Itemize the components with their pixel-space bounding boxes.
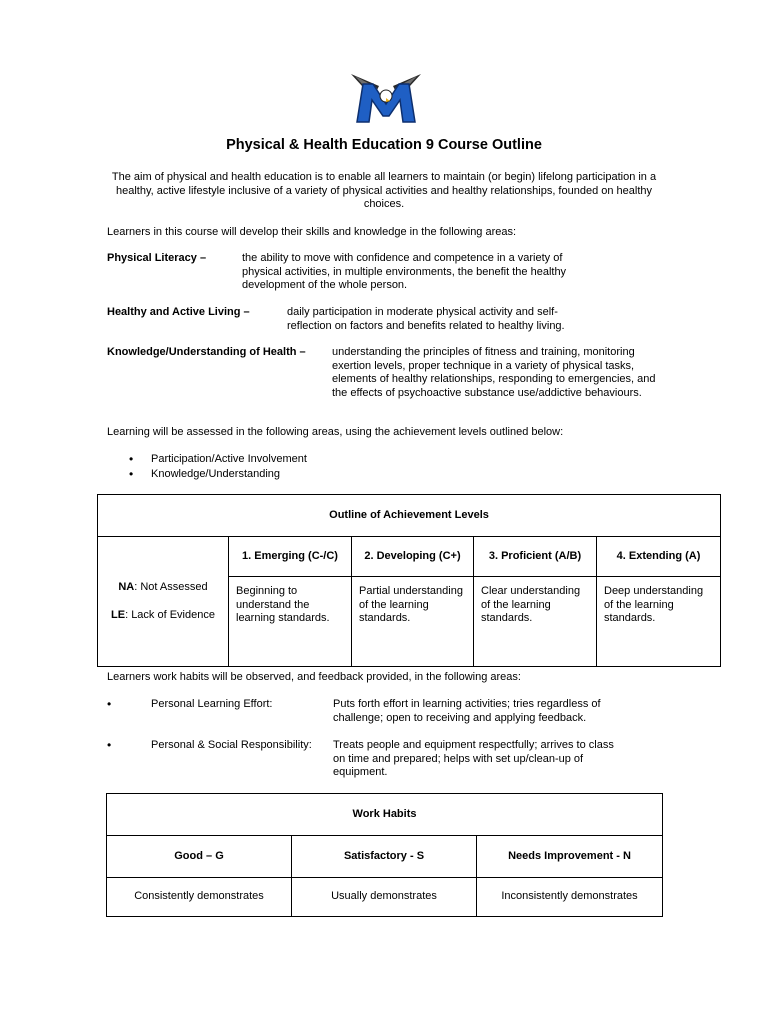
list-item: • Knowledge/Understanding (107, 468, 507, 483)
area-term: Physical Literacy – (107, 252, 207, 264)
level-description: Deep understanding of the learning standards. (597, 577, 721, 667)
area-term: Healthy and Active Living – (107, 306, 250, 318)
assessment-intro: Learning will be assessed in the following areas, using the achievement levels outlined below: (107, 426, 564, 438)
rating-header: Needs Improvement - N (477, 836, 663, 878)
na-le-legend (98, 537, 229, 667)
work-habit-description: Puts forth effort in learning activities; tries regardless of challenge; open to receiving and applying feedback. (333, 698, 601, 724)
work-habit-label: Personal & Social Responsibility: (151, 739, 312, 751)
level-description: Beginning to understand the learning standards. (229, 577, 352, 667)
work-habits-table (106, 793, 663, 917)
level-description: Clear understanding of the learning standards. (474, 577, 597, 667)
bullet-icon: • (107, 738, 112, 752)
intro-paragraph: The aim of physical and health education is to enable all learners to maintain (or begin) lifelong participation in a healthy, active lifestyle inclusive of a variety of physical activities and healthy relationships, founded on healthy choices. (111, 171, 657, 210)
school-logo (349, 72, 423, 124)
work-habits-table-title: Work Habits (107, 794, 663, 836)
bullet-icon: • (107, 697, 112, 711)
le-code: LE (111, 608, 126, 621)
page-title: Physical & Health Education 9 Course Outline (226, 137, 542, 153)
assessment-list (107, 453, 507, 483)
level-header: 4. Extending (A) (597, 537, 721, 577)
achievement-table-title: Outline of Achievement Levels (98, 495, 721, 537)
level-header: 2. Developing (C+) (352, 537, 474, 577)
work-habit-label: Personal Learning Effort: (151, 698, 273, 710)
rating-description: Usually demonstrates (292, 878, 477, 917)
level-header: 1. Emerging (C-/C) (229, 537, 352, 577)
achievement-levels-table (97, 494, 721, 667)
work-habit-description: Treats people and equipment respectfully; arrives to class on time and prepared; helps with set up/clean-up of equipment. (333, 739, 614, 778)
work-habits-intro: Learners work habits will be observed, and feedback provided, in the following areas: (107, 671, 521, 683)
na-label: : Not Assessed (134, 581, 208, 593)
area-description: the ability to move with confidence and competence in a variety of physical activities, in multiple environments, the benefit the healthy development of the whole person. (242, 252, 567, 291)
area-term: Knowledge/Understanding of Health – (107, 346, 306, 358)
area-description: daily participation in moderate physical activity and self-reflection on factors and benefits related to healthy living. (287, 306, 565, 332)
le-label: : Lack of Evidence (125, 608, 215, 621)
level-header: 3. Proficient (A/B) (474, 537, 597, 577)
skills-intro: Learners in this course will develop their skills and knowledge in the following areas: (107, 226, 517, 238)
na-code: NA (118, 581, 135, 593)
rating-description: Consistently demonstrates (107, 878, 292, 917)
rating-description: Inconsistently demonstrates (477, 878, 663, 917)
rating-header: Good – G (107, 836, 292, 878)
area-description: understanding the principles of fitness and training, monitoring exertion levels, proper technique in a variety of physical tasks, elements of healthy relationships, responding to emergencies, and the effects of psychoactive substance use/addictive behaviours. (332, 346, 656, 399)
list-item: • Participation/Active Involvement (107, 453, 507, 468)
level-description: Partial understanding of the learning standards. (352, 577, 474, 667)
rating-header: Satisfactory - S (292, 836, 477, 878)
